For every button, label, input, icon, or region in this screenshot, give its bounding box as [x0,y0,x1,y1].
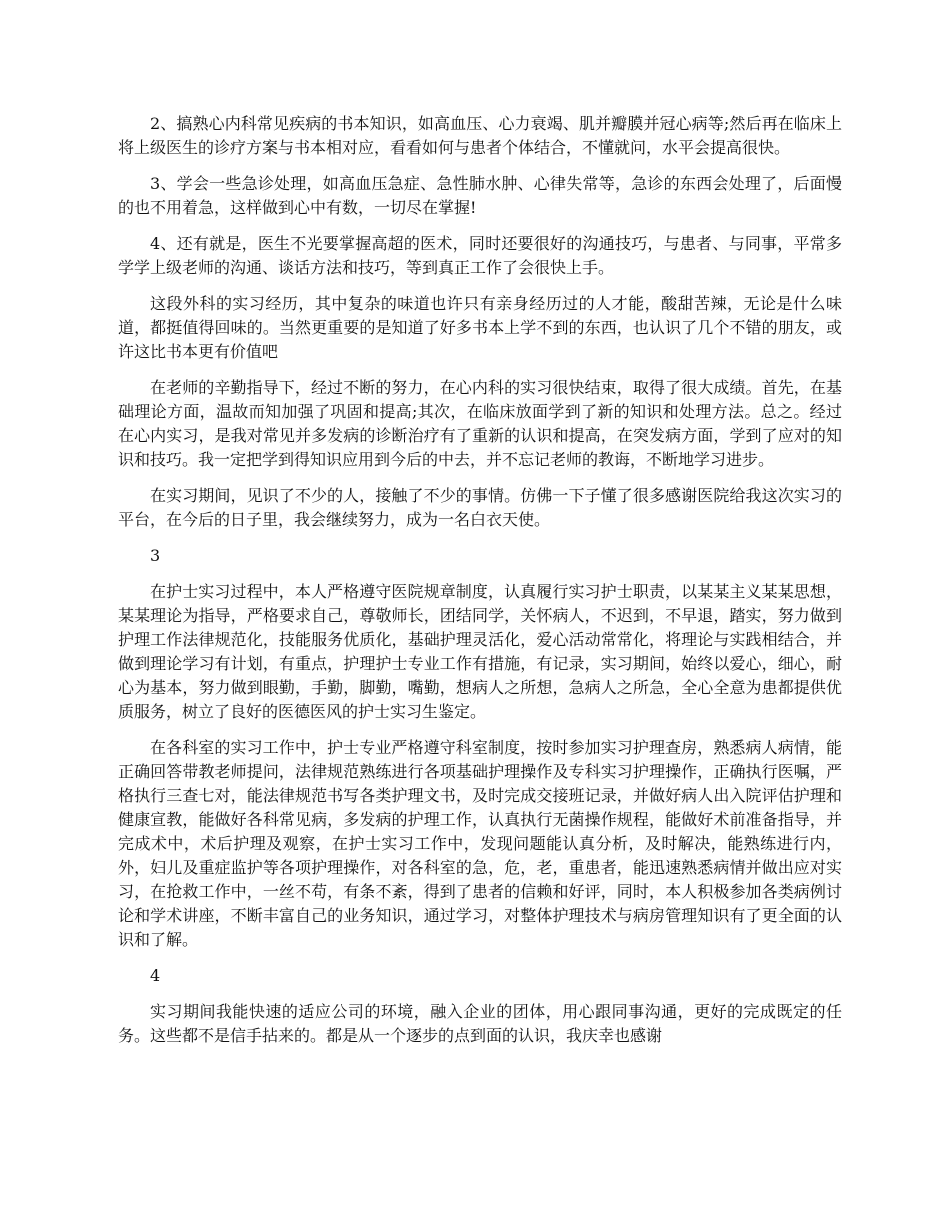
paragraph-item-4: 4、还有就是，医生不光要掌握高超的医术，同时还要很好的沟通技巧，与患者、与同事，平常多学学上级老师的沟通、谈话方法和技巧，等到真正工作了会很快上手。 [118,234,842,277]
paragraph-item-2: 2、搞熟心内科常见疾病的书本知识，如高血压、心力衰竭、肌并瓣膜并冠心病等;然后再在临床上将上级医生的诊疗方案与书本相对应，看看如何与患者个体结合，不懂就问，水平会提高很快。 [118,114,842,157]
document-page [118,112,842,1060]
paragraph-nurse-departments: 在各科室的实习工作中，护士专业严格遵守科室制度，按时参加实习护理查房，熟悉病人病情，能正确回答带教老师提问，法律规范熟练进行各项基础护理操作及专科实习护理操作，正确执行医嘱，严格执行三查七对，能法律规范书写各类护理文书，及时完成交接班记录，并做好病人出入院评估护理和健康宣教，能做好各科常见病，多发病的护理工作，认真执行无菌操作规程，能做好术前准备指导，并完成术中，术后护理及观察，在护士实习工作中，发现问题能认真分析，及时解决，能熟练进行内，外，妇儿及重症监护等各项护理操作，对各科室的急，危，老，重患者，能迅速熟悉病情并做出应对实习，在抢救工作中，一丝不苟，有条不紊，得到了患者的信赖和好评，同时，本人积极参加各类病例讨论和学术讲座，不断丰富自己的业务知识，通过学习，对整体护理技术与病房管理知识有了更全面的认识和了解。 [118,738,842,949]
paragraph-cardiology-summary: 在老师的辛勤指导下，经过不断的努力，在心内科的实习很快结束，取得了很大成绩。首先，在基础理论方面，温故而知加强了巩固和提高;其次，在临床放面学到了新的知识和处理方法。总之。经过在心内实习，是我对常见并多发病的诊断治疗有了重新的认识和提高，在突发病方面，学到了应对的知识和技巧。我一定把学到得知识应用到今后的中去，并不忘记老师的教诲，不断地学习进步。 [118,378,842,469]
paragraph-surgery-experience: 这段外科的实习经历，其中复杂的味道也许只有亲身经历过的人才能，酸甜苦辣，无论是什么味道，都挺值得回味的。当然更重要的是知道了好多书本上学不到的东西，也认识了几个不错的朋友，或许这比书本更有价值吧 [118,294,842,361]
paragraph-item-3: 3、学会一些急诊处理，如高血压急症、急性肺水肿、心律失常等，急诊的东西会处理了，后面慢的也不用着急，这样做到心中有数，一切尽在掌握! [118,174,842,217]
paragraph-nurse-conduct: 在护士实习过程中，本人严格遵守医院规章制度，认真履行实习护士职责，以某某主义某某思想，某某理论为指导，严格要求自己，尊敬师长，团结同学，关怀病人，不迟到，不早退，踏实，努力做到护理工作法律规范化，技能服务优质化，基础护理灵活化，爱心活动常常化，将理论与实践相结合，并做到理论学习有计划，有重点，护理护士专业工作有措施，有记录，实习期间，始终以爱心，细心，耐心为基本，努力做到眼勤，手勤，脚勤，嘴勤，想病人之所想，急病人之所急，全心全意为患都提供优质服务，树立了良好的医德医风的护士实习生鉴定。 [118,582,842,721]
paragraph-company-adaptation: 实习期间我能快速的适应公司的环境，融入企业的团体，用心跟同事沟通，更好的完成既定的任务。这些都不是信手拈来的。都是从一个逐步的点到面的认识，我庆幸也感谢 [118,1002,842,1045]
paragraph-internship-reflection: 在实习期间，见识了不少的人，接触了不少的事情。仿佛一下子懂了很多感谢医院给我这次实习的平台，在今后的日子里，我会继续努力，成为一名白衣天使。 [118,486,842,529]
section-number-4: 4 [150,966,161,985]
section-number-3: 3 [150,546,161,565]
